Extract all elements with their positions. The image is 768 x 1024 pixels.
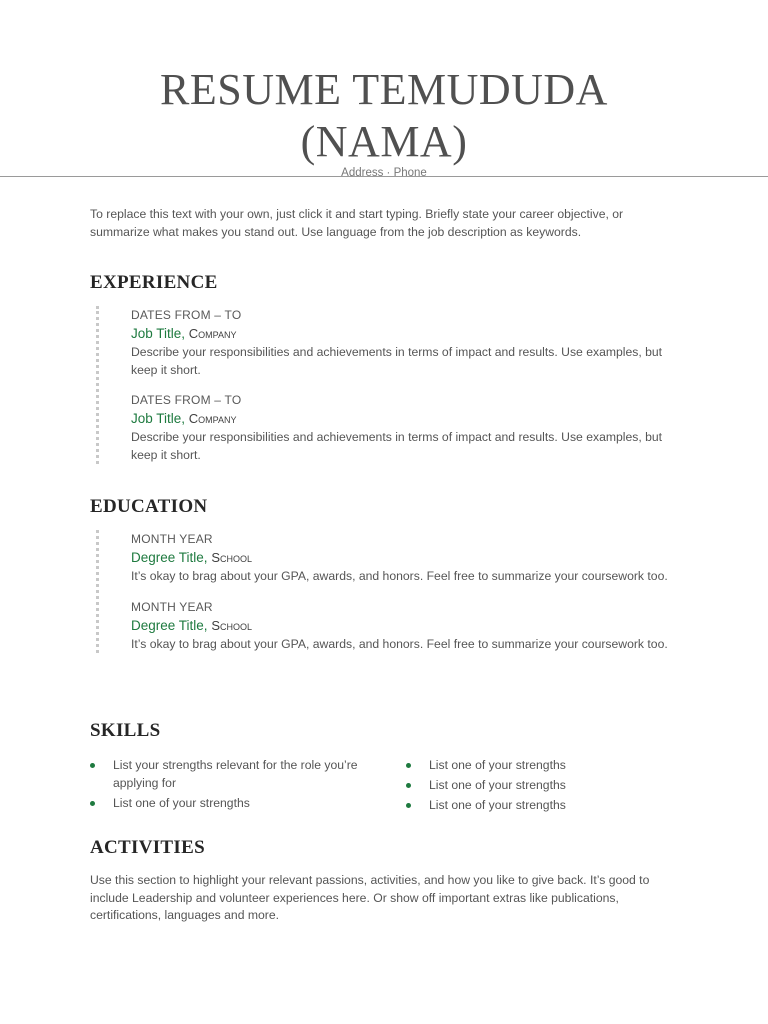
activities-text[interactable]: Use this section to highlight your relevant passions, activities, and how you like to give back. It’s good to include Leadership and volunteer experiences here. Or show off important extras like publications, certifications, languages and more.	[90, 873, 650, 922]
entry-description: Describe your responsibilities and achievements in terms of impact and results. Use examples, but keep it short.	[131, 345, 663, 377]
experience-section	[96, 306, 671, 464]
header-divider	[0, 176, 768, 177]
education-section	[96, 530, 671, 653]
skills-list-right	[406, 756, 696, 816]
skill-item[interactable]	[406, 796, 696, 814]
entry-title-line: Degree Title, School	[131, 550, 252, 565]
bullet-icon	[90, 763, 95, 768]
entry-dates: MONTH YEAR	[131, 599, 213, 614]
activities-heading: ACTIVITIES	[90, 837, 205, 858]
skill-item[interactable]	[406, 756, 696, 774]
entry-dates: MONTH YEAR	[131, 532, 213, 546]
entry-description: It’s okay to brag about your GPA, awards, and honors. Feel free to summarize your coursework too.	[131, 569, 668, 583]
education-entry[interactable]	[131, 530, 671, 586]
degree-title: Degree Title	[131, 550, 204, 565]
bullet-icon	[90, 801, 95, 806]
school-name: School	[211, 617, 252, 633]
skill-text: List one of your strengths	[429, 758, 566, 772]
education-entry[interactable]	[131, 598, 671, 654]
degree-title: Degree Title	[131, 617, 204, 633]
experience-entry[interactable]	[131, 306, 671, 379]
name-line-2: (NAMA)	[300, 117, 468, 166]
skill-text: List one of your strengths	[113, 796, 250, 810]
resume-name[interactable]	[0, 64, 768, 168]
skill-item[interactable]	[90, 794, 380, 812]
job-title: Job Title	[131, 411, 182, 426]
name-line-1: RESUME TEMUDUDA	[160, 65, 608, 114]
objective-text[interactable]: To replace this text with your own, just click it and start typing. Briefly state your career objective, or summarize what makes you stand out. Use language from the job description as keywords.	[90, 207, 624, 239]
company-name: Company	[188, 411, 237, 426]
entry-description: It’s okay to brag about your GPA, awards, and honors. Feel free to summarize your coursework too.	[131, 636, 668, 651]
entry-title-line: Degree Title, School	[131, 617, 252, 633]
bullet-icon	[406, 763, 411, 768]
skill-text: List one of your strengths	[429, 798, 566, 812]
entry-title-line: Job Title, Company	[131, 411, 237, 426]
entry-dates: DATES FROM – TO	[131, 308, 242, 322]
bullet-icon	[406, 783, 411, 788]
skills-heading: SKILLS	[90, 720, 161, 741]
entry-description: Describe your responsibilities and achievements in terms of impact and results. Use examples, but keep it short.	[131, 430, 663, 462]
company-name: Company	[188, 326, 237, 341]
skills-list-left	[90, 756, 380, 814]
school-name: School	[211, 550, 252, 565]
skill-item[interactable]	[406, 776, 696, 794]
skill-text: List your strengths relevant for the role you’re applying for	[113, 758, 358, 790]
skill-text: List one of your strengths	[429, 778, 566, 792]
contact-info[interactable]: Address · Phone	[341, 167, 427, 178]
job-title: Job Title	[131, 326, 182, 341]
skill-item[interactable]	[90, 756, 380, 792]
entry-title-line: Job Title, Company	[131, 326, 237, 341]
bullet-icon	[406, 803, 411, 808]
education-heading: EDUCATION	[90, 496, 208, 517]
entry-dates: DATES FROM – TO	[131, 393, 242, 407]
experience-heading: EXPERIENCE	[90, 272, 218, 293]
experience-entry[interactable]	[131, 391, 671, 464]
